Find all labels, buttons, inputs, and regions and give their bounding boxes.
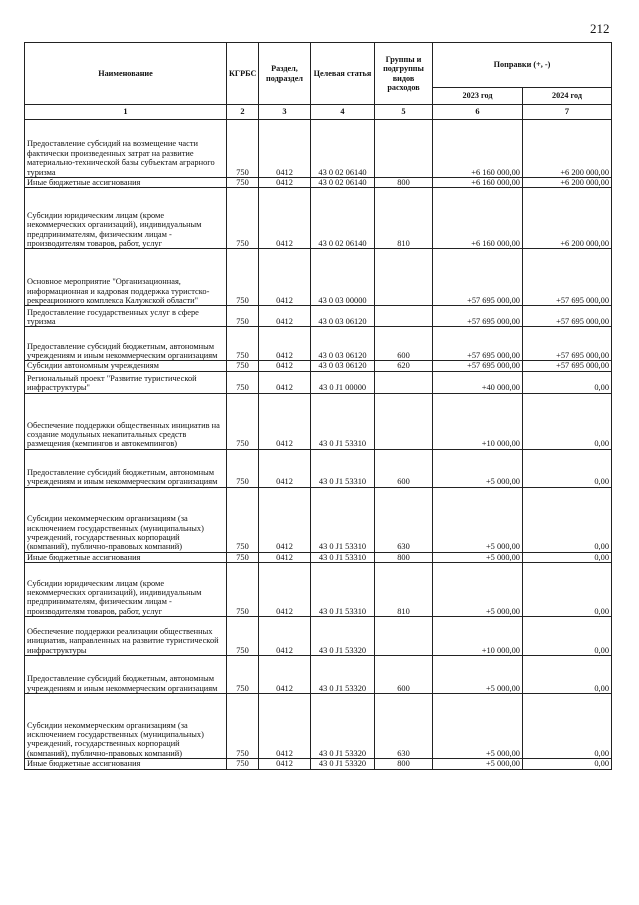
row-group-cell: 630 xyxy=(375,487,433,552)
row-name-cell: Иные бюджетные ассигнования xyxy=(25,552,227,562)
row-section-cell: 0412 xyxy=(259,188,311,249)
row-target-cell: 43 0 J1 53310 xyxy=(311,449,375,487)
row-kgrbs-cell: 750 xyxy=(227,393,259,449)
row-2024-amount-cell: +6 200 000,00 xyxy=(523,178,612,188)
budget-amendments-table xyxy=(24,42,612,770)
row-target-cell: 43 0 J1 00000 xyxy=(311,371,375,393)
row-name-cell: Предоставление государственных услуг в сфере туризма xyxy=(25,306,227,327)
row-kgrbs-cell: 750 xyxy=(227,327,259,361)
row-target-cell: 43 0 J1 53320 xyxy=(311,694,375,759)
row-kgrbs-cell: 750 xyxy=(227,656,259,694)
row-section-cell: 0412 xyxy=(259,617,311,656)
col-number: 7 xyxy=(523,105,612,120)
row-2023-amount-cell: +6 160 000,00 xyxy=(433,178,523,188)
row-section-cell: 0412 xyxy=(259,759,311,769)
row-section-cell: 0412 xyxy=(259,563,311,617)
row-2023-amount-cell: +57 695 000,00 xyxy=(433,249,523,306)
header-section: Раздел, подраздел xyxy=(259,43,311,105)
row-group-cell: 620 xyxy=(375,361,433,371)
row-2024-amount-cell: 0,00 xyxy=(523,393,612,449)
row-target-cell: 43 0 J1 53310 xyxy=(311,487,375,552)
row-2023-amount-cell: +5 000,00 xyxy=(433,449,523,487)
row-target-cell: 43 0 J1 53320 xyxy=(311,759,375,769)
table-row xyxy=(25,120,612,178)
row-name-cell: Субсидии автономным учреждениям xyxy=(25,361,227,371)
table-row xyxy=(25,249,612,306)
row-2024-amount-cell: 0,00 xyxy=(523,563,612,617)
row-2024-amount-cell: 0,00 xyxy=(523,449,612,487)
row-2024-amount-cell: 0,00 xyxy=(523,694,612,759)
row-section-cell: 0412 xyxy=(259,694,311,759)
row-group-cell xyxy=(375,120,433,178)
row-section-cell: 0412 xyxy=(259,371,311,393)
row-name-cell: Предоставление субсидий бюджетным, автономным учреждениям и иным некоммерческим организациям xyxy=(25,656,227,694)
row-2024-amount-cell: 0,00 xyxy=(523,371,612,393)
row-target-cell: 43 0 J1 53320 xyxy=(311,656,375,694)
row-group-cell: 810 xyxy=(375,188,433,249)
row-target-cell: 43 0 J1 53320 xyxy=(311,617,375,656)
row-name-cell: Субсидии некоммерческим организациям (за исключением государственных (муниципальных) учреждений, государственных корпораций (компаний), публично-правовых компаний) xyxy=(25,487,227,552)
row-name-cell: Субсидии юридическим лицам (кроме некоммерческих организаций), индивидуальным предпринимателям, физическим лицам - производителям товаров, работ, услуг xyxy=(25,188,227,249)
column-numbers-row xyxy=(25,105,612,120)
row-target-cell: 43 0 J1 53310 xyxy=(311,393,375,449)
table-row xyxy=(25,178,612,188)
col-number: 1 xyxy=(25,105,227,120)
row-2024-amount-cell: 0,00 xyxy=(523,759,612,769)
header-amendments: Поправки (+, -) xyxy=(433,43,612,88)
row-2024-amount-cell: +6 200 000,00 xyxy=(523,188,612,249)
row-2023-amount-cell: +5 000,00 xyxy=(433,563,523,617)
row-2024-amount-cell: 0,00 xyxy=(523,656,612,694)
row-group-cell xyxy=(375,393,433,449)
col-number: 6 xyxy=(433,105,523,120)
row-section-cell: 0412 xyxy=(259,487,311,552)
table-row xyxy=(25,361,612,371)
row-kgrbs-cell: 750 xyxy=(227,188,259,249)
row-name-cell: Предоставление субсидий бюджетным, автономным учреждениям и иным некоммерческим организациям xyxy=(25,449,227,487)
table-row xyxy=(25,188,612,249)
row-kgrbs-cell: 750 xyxy=(227,449,259,487)
row-2023-amount-cell: +6 160 000,00 xyxy=(433,120,523,178)
row-group-cell: 800 xyxy=(375,178,433,188)
header-year-2024: 2024 год xyxy=(523,88,612,105)
row-2023-amount-cell: +40 000,00 xyxy=(433,371,523,393)
row-2023-amount-cell: +10 000,00 xyxy=(433,617,523,656)
header-kgrbs: КГРБС xyxy=(227,43,259,105)
row-group-cell: 800 xyxy=(375,552,433,562)
row-target-cell: 43 0 03 06120 xyxy=(311,361,375,371)
row-group-cell xyxy=(375,371,433,393)
table-row xyxy=(25,393,612,449)
row-2023-amount-cell: +57 695 000,00 xyxy=(433,361,523,371)
table-row xyxy=(25,552,612,562)
table-row xyxy=(25,759,612,769)
header-name: Наименование xyxy=(25,43,227,105)
row-2024-amount-cell: 0,00 xyxy=(523,487,612,552)
row-target-cell: 43 0 02 06140 xyxy=(311,178,375,188)
table-row xyxy=(25,487,612,552)
row-kgrbs-cell: 750 xyxy=(227,306,259,327)
row-section-cell: 0412 xyxy=(259,449,311,487)
row-name-cell: Основное мероприятие "Организационная, информационная и кадровая поддержка туристско-рекреационного комплекса Калужской области" xyxy=(25,249,227,306)
col-number: 4 xyxy=(311,105,375,120)
row-section-cell: 0412 xyxy=(259,306,311,327)
row-target-cell: 43 0 03 06120 xyxy=(311,327,375,361)
row-name-cell: Предоставление субсидий на возмещение части фактически произведенных затрат на развитие материально-технической базы субъектам аграрного туризма xyxy=(25,120,227,178)
row-name-cell: Иные бюджетные ассигнования xyxy=(25,178,227,188)
row-2023-amount-cell: +5 000,00 xyxy=(433,759,523,769)
row-2023-amount-cell: +6 160 000,00 xyxy=(433,188,523,249)
row-2023-amount-cell: +5 000,00 xyxy=(433,487,523,552)
row-target-cell: 43 0 03 06120 xyxy=(311,306,375,327)
row-2023-amount-cell: +10 000,00 xyxy=(433,393,523,449)
row-group-cell: 600 xyxy=(375,656,433,694)
table-row xyxy=(25,449,612,487)
row-target-cell: 43 0 02 06140 xyxy=(311,188,375,249)
row-2023-amount-cell: +5 000,00 xyxy=(433,552,523,562)
row-name-cell: Предоставление субсидий бюджетным, автономным учреждениям и иным некоммерческим организациям xyxy=(25,327,227,361)
table-row xyxy=(25,327,612,361)
row-kgrbs-cell: 750 xyxy=(227,759,259,769)
row-name-cell: Обеспечение поддержки реализации общественных инициатив, направленных на развитие туристической инфраструктуры xyxy=(25,617,227,656)
row-name-cell: Субсидии некоммерческим организациям (за исключением государственных (муниципальных) учреждений, государственных корпораций (компаний), публично-правовых компаний) xyxy=(25,694,227,759)
row-section-cell: 0412 xyxy=(259,327,311,361)
row-group-cell xyxy=(375,617,433,656)
col-number: 2 xyxy=(227,105,259,120)
row-section-cell: 0412 xyxy=(259,393,311,449)
header-target: Целевая статья xyxy=(311,43,375,105)
table-row xyxy=(25,371,612,393)
row-section-cell: 0412 xyxy=(259,656,311,694)
row-group-cell xyxy=(375,306,433,327)
row-target-cell: 43 0 J1 53310 xyxy=(311,552,375,562)
row-kgrbs-cell: 750 xyxy=(227,563,259,617)
row-group-cell: 600 xyxy=(375,449,433,487)
row-group-cell: 600 xyxy=(375,327,433,361)
row-2024-amount-cell: 0,00 xyxy=(523,552,612,562)
row-section-cell: 0412 xyxy=(259,361,311,371)
row-section-cell: 0412 xyxy=(259,552,311,562)
table-row xyxy=(25,306,612,327)
header-year-2023: 2023 год xyxy=(433,88,523,105)
row-section-cell: 0412 xyxy=(259,249,311,306)
row-name-cell: Иные бюджетные ассигнования xyxy=(25,759,227,769)
row-section-cell: 0412 xyxy=(259,120,311,178)
table-row xyxy=(25,563,612,617)
row-2024-amount-cell: 0,00 xyxy=(523,617,612,656)
row-name-cell: Региональный проект "Развитие туристической инфраструктуры" xyxy=(25,371,227,393)
row-kgrbs-cell: 750 xyxy=(227,249,259,306)
row-group-cell: 630 xyxy=(375,694,433,759)
row-target-cell: 43 0 02 06140 xyxy=(311,120,375,178)
col-number: 5 xyxy=(375,105,433,120)
row-2023-amount-cell: +5 000,00 xyxy=(433,694,523,759)
page-number: 212 xyxy=(590,21,610,36)
row-group-cell: 800 xyxy=(375,759,433,769)
table-row xyxy=(25,656,612,694)
row-kgrbs-cell: 750 xyxy=(227,361,259,371)
row-kgrbs-cell: 750 xyxy=(227,694,259,759)
col-number: 3 xyxy=(259,105,311,120)
row-2024-amount-cell: +57 695 000,00 xyxy=(523,327,612,361)
row-2023-amount-cell: +5 000,00 xyxy=(433,656,523,694)
row-target-cell: 43 0 03 00000 xyxy=(311,249,375,306)
row-kgrbs-cell: 750 xyxy=(227,487,259,552)
row-2024-amount-cell: +6 200 000,00 xyxy=(523,120,612,178)
row-target-cell: 43 0 J1 53310 xyxy=(311,563,375,617)
row-kgrbs-cell: 750 xyxy=(227,120,259,178)
row-kgrbs-cell: 750 xyxy=(227,552,259,562)
row-2023-amount-cell: +57 695 000,00 xyxy=(433,306,523,327)
row-kgrbs-cell: 750 xyxy=(227,371,259,393)
row-kgrbs-cell: 750 xyxy=(227,178,259,188)
row-section-cell: 0412 xyxy=(259,178,311,188)
row-group-cell xyxy=(375,249,433,306)
table-row xyxy=(25,694,612,759)
row-name-cell: Субсидии юридическим лицам (кроме некоммерческих организаций), индивидуальным предпринимателям, физическим лицам - производителям товаров, работ, услуг xyxy=(25,563,227,617)
row-2024-amount-cell: +57 695 000,00 xyxy=(523,361,612,371)
row-name-cell: Обеспечение поддержки общественных инициатив на создание модульных некапитальных средств размещения (кемпингов и автокемпингов) xyxy=(25,393,227,449)
row-group-cell: 810 xyxy=(375,563,433,617)
row-2023-amount-cell: +57 695 000,00 xyxy=(433,327,523,361)
header-groups: Группы и подгруппы видов расходов xyxy=(375,43,433,105)
row-kgrbs-cell: 750 xyxy=(227,617,259,656)
row-2024-amount-cell: +57 695 000,00 xyxy=(523,306,612,327)
table-row xyxy=(25,617,612,656)
row-2024-amount-cell: +57 695 000,00 xyxy=(523,249,612,306)
